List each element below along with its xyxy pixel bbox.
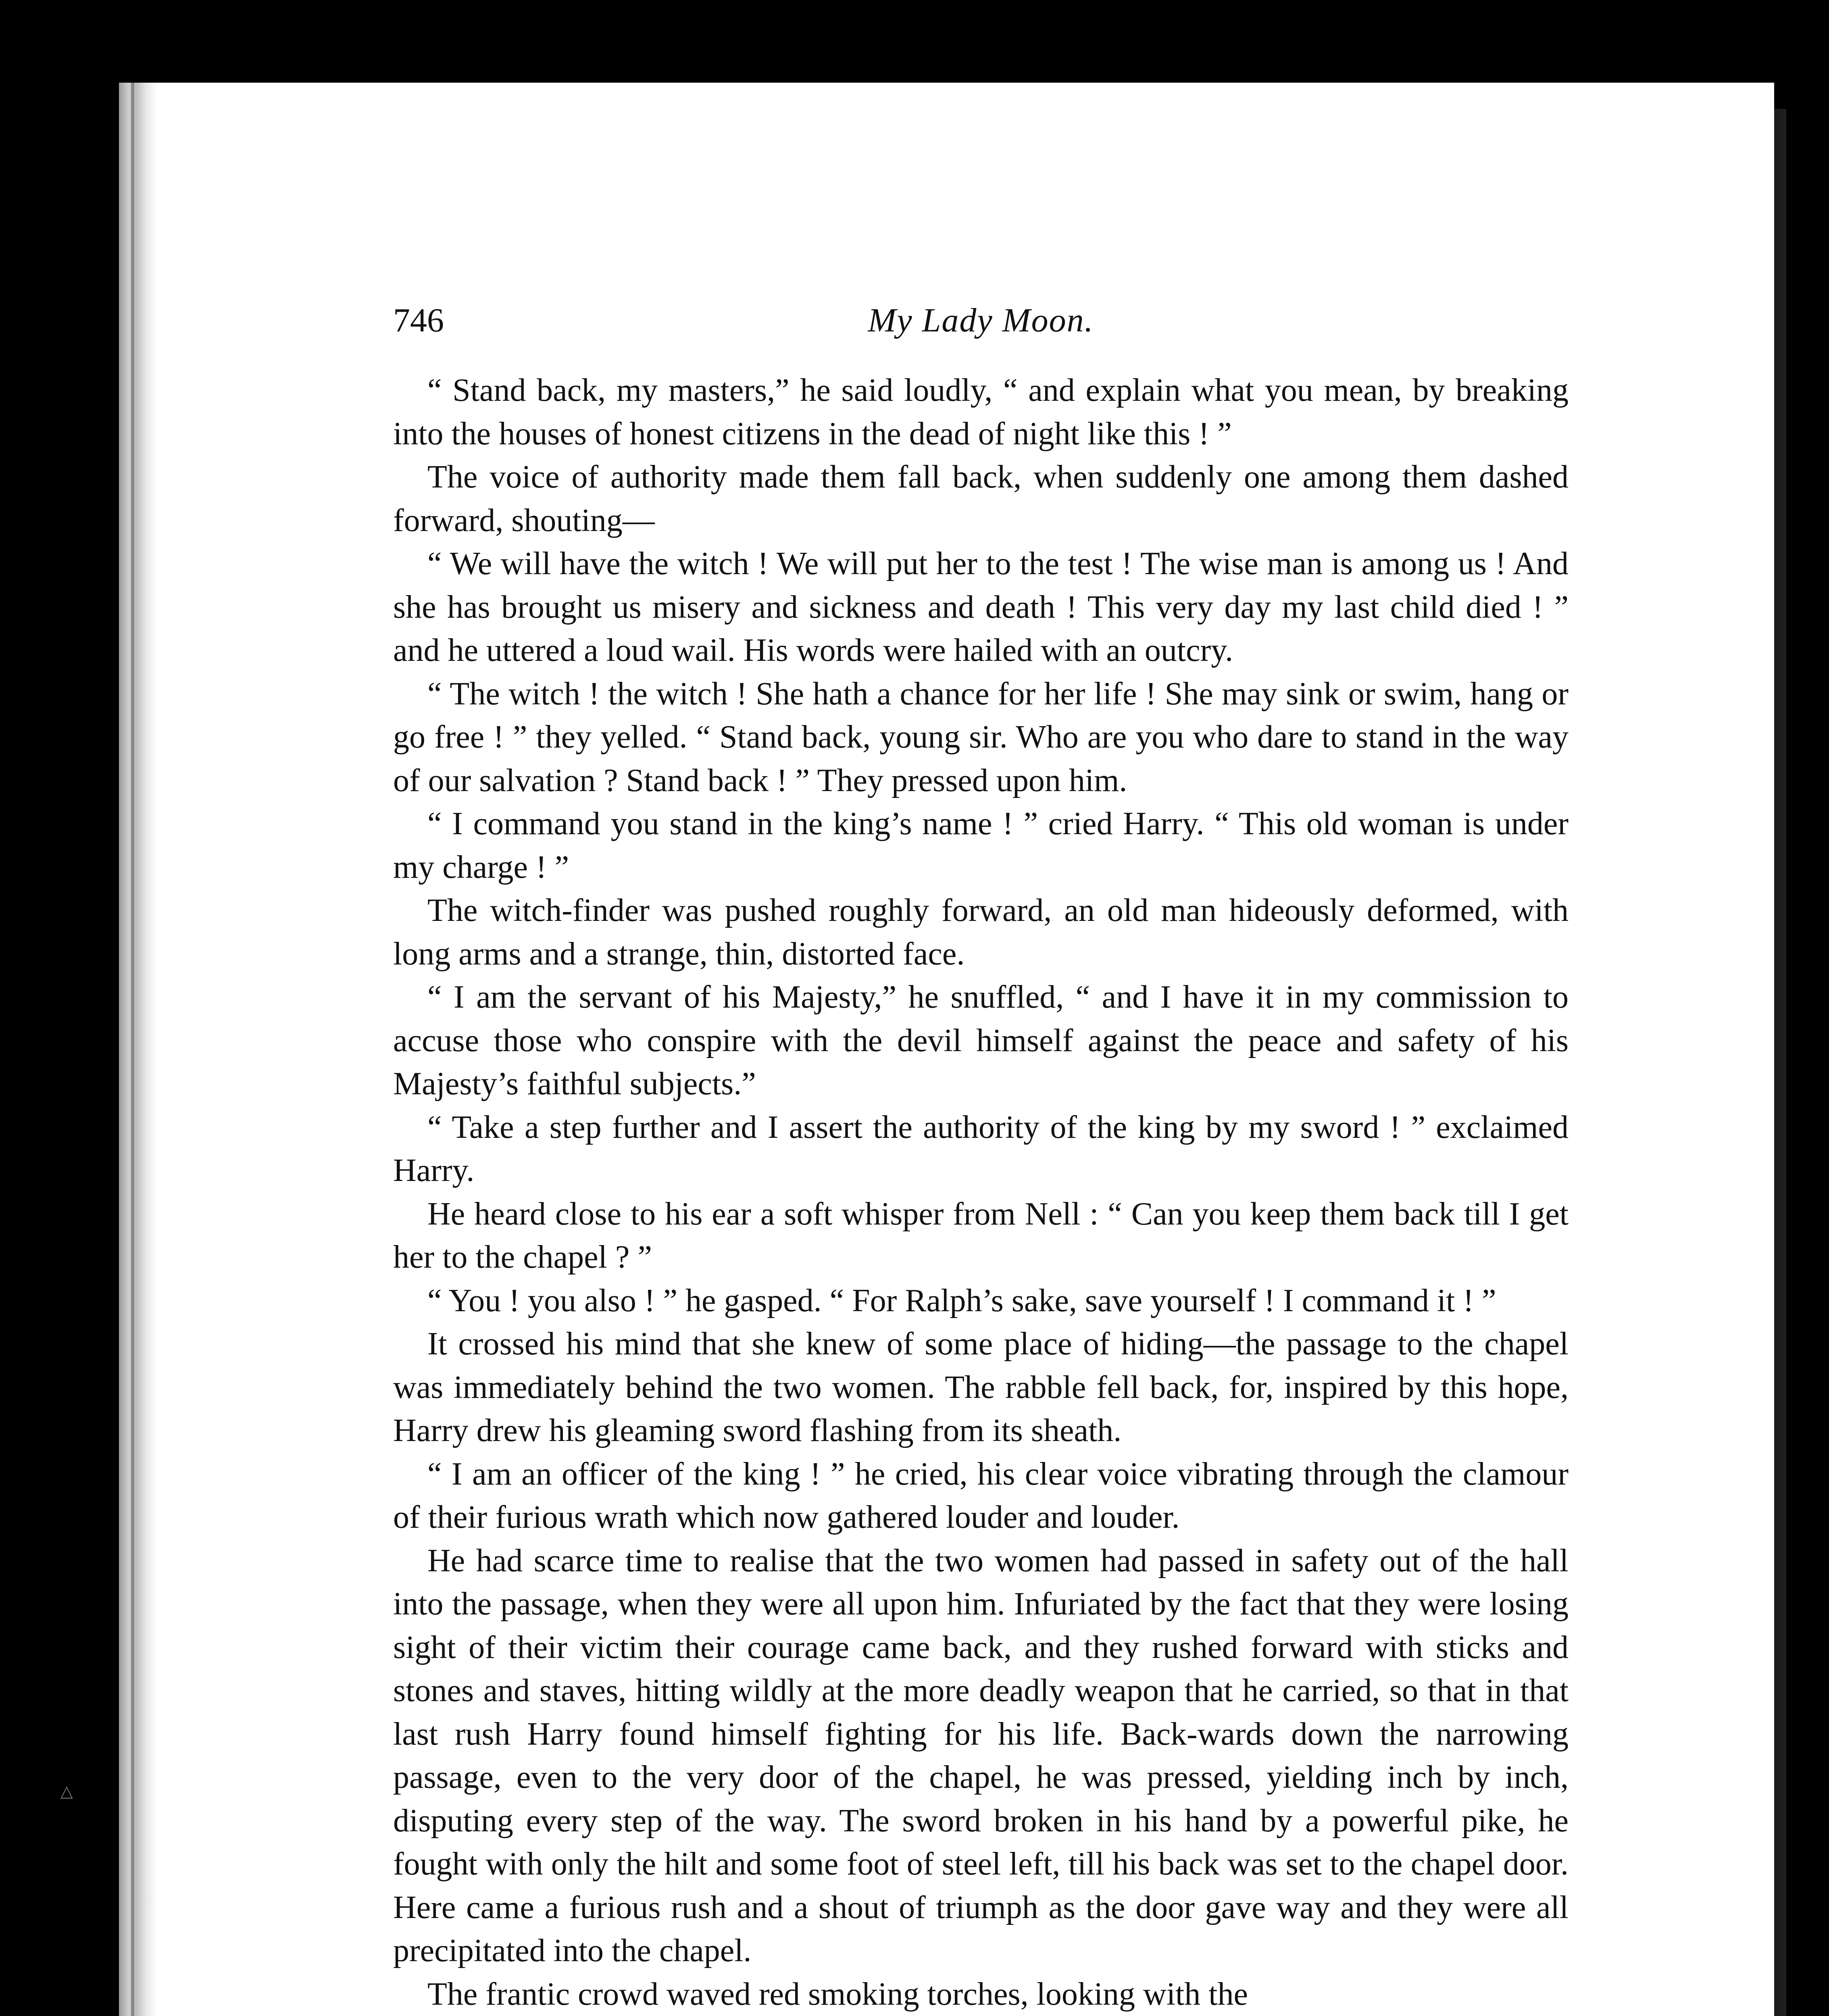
paragraph: “ I am an officer of the king ! ” he cried, his clear voice vibrating through the clamour of their furious wrath which now gathered louder and louder. [393, 1456, 1569, 1535]
body-text [393, 369, 1569, 2016]
paragraph: The frantic crowd waved red smoking torches, looking with the [427, 1976, 1248, 2012]
margin-speck: △ [60, 1782, 73, 1801]
page-gutter [119, 83, 157, 2016]
running-head [393, 296, 1569, 345]
paragraph: It crossed his mind that she knew of some place of hiding—the passage to the chapel was immediately behind the two women. The rabble fell back, for, inspired by this hope, Harry drew his gleaming sword flashing from its sheath. [393, 1326, 1569, 1448]
paragraph: “ I command you stand in the king’s name ! ” cried Harry. “ This old woman is under my charge ! ” [393, 806, 1569, 885]
paragraph: He heard close to his ear a soft whisper from Nell : “ Can you keep them back till I get her to the chapel ? ” [393, 1196, 1569, 1275]
paragraph: The voice of authority made them fall back, when suddenly one among them dashed forward, shouting— [393, 459, 1569, 538]
paragraph: “ We will have the witch ! We will put her to the test ! The wise man is among us ! And she has brought us misery and sickness and death ! This very day my last child died ! ” and he uttered a loud wail. His words were hailed with an outcry. [393, 546, 1569, 668]
paragraph: “ Stand back, my masters,” he said loudly, “ and explain what you mean, by breaking into the houses of honest citizens in the dead of night like this ! ” [393, 373, 1569, 452]
running-title: My Lady Moon. [868, 302, 1094, 339]
paragraph: The witch-finder was pushed roughly forward, an old man hideously deformed, with long arms and a strange, thin, distorted face. [393, 893, 1569, 972]
page-text-block [393, 296, 1569, 2016]
paragraph: “ I am the servant of his Majesty,” he snuffled, “ and I have it in my commission to accuse those who conspire with the devil himself against the peace and safety of his Majesty’s faithful subjects.” [393, 979, 1569, 1102]
paragraph: He had scarce time to realise that the two women had passed in safety out of the hall into the passage, when they were all upon him. Infuriated by the fact that they were losing sight of their victim their courage came back, and they rushed forward with sticks and stones and staves, hitting wildly at the more deadly weapon that he carried, so that in that last rush Harry found himself fighting for his life. Back-wards down the narrowing passage, even to the very door of the chapel, he was pressed, yielding inch by inch, disputing every step of the way. The sword broken in his hand by a powerful pike, he fought with only the hilt and some foot of steel left, till his back was set to the chapel door. Here came a furious rush and a shout of triumph as the door gave way and they were all precipitated into the chapel. [393, 1543, 1569, 1968]
page-number: 746 [393, 302, 444, 339]
paragraph: “ You ! you also ! ” he gasped. “ For Ralph’s sake, save yourself ! I command it ! ” [427, 1283, 1496, 1318]
gutter-binding-line [131, 83, 134, 2016]
paragraph: “ Take a step further and I assert the authority of the king by my sword ! ” exclaimed Harry. [393, 1109, 1569, 1188]
paragraph: “ The witch ! the witch ! She hath a chance for her life ! She may sink or swim, hang or go free ! ” they yelled. “ Stand back, young sir. Who are you who dare to stand in the way of our salvation ? Stand back ! ” They pressed upon him. [393, 676, 1569, 798]
